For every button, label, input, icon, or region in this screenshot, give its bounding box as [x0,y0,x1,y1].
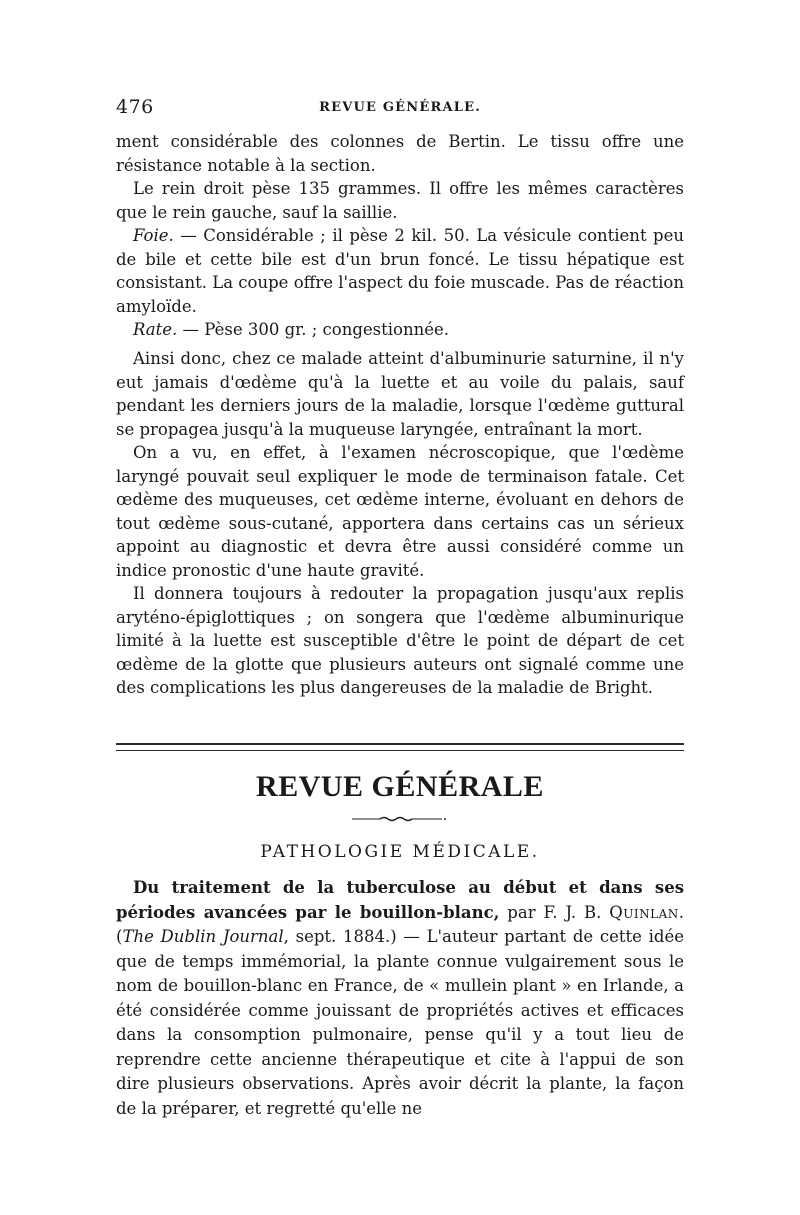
spleen-label: Rate. [133,320,178,339]
spleen-text: — Pèse 300 gr. ; congestionnée. [177,320,450,339]
liver-label: Foie. [133,226,174,245]
paragraph: On a vu, en effet, à l'examen nécroscopique, que l'œdème laryngé pouvait seul expliquer le mode de terminaison fatale. Cet œdème des muqueuses, cet œdème interne, évoluant en dehors de tout œdème sous-cutané, apportera dans certains cas un sérieux appoint au diagnostic et devra être aussi considéré comme un indice pronostic d'une haute gravité. [116,443,684,580]
section-divider [116,743,684,751]
subsection-title: PATHOLOGIE MÉDICALE. [260,842,540,862]
paragraph-liver [116,224,684,318]
paragraph: Ainsi donc, chez ce malade atteint d'albuminurie saturnine, il n'y eut jamais d'œdème qu'à la luette et au voile du palais, sauf pendant les derniers jours de la maladie, lorsque l'œdème guttural se propagea jusqu'à la muqueuse laryngée, entraînant la mort. [116,349,684,439]
liver-text: — Considérable ; il pèse 2 kil. 50. La vésicule contient peu de bile et cette bile est d'un brun foncé. Le tissu hépatique est consistant. La coupe offre l'aspect du foie muscade. Pas de réaction amyloïde. [116,226,684,316]
paragraph: Il donnera toujours à redouter la propagation jusqu'aux replis aryténo-épiglottiques ; on songera que l'œdème albuminurique limité à la luette est susceptible d'être le point de départ de cet œdème de la glotte que plusieurs auteurs ont signalé comme une des complications les plus dangereuses de la maladie de Bright. [116,584,684,697]
article-by: par F. J. B. [499,902,610,922]
page-number: 476 [116,96,154,118]
paragraph: ment considérable des colonnes de Bertin. Le tissu offre une résistance notable à la section. [116,132,684,175]
source-close: , sept. 1884.) [283,927,397,946]
source-open: . ( [116,902,685,946]
section-title: REVUE GÉNÉRALE [256,770,544,803]
conclusion-text [116,347,684,700]
journal-name: The Dublin Journal [122,927,284,946]
article-author: Quinlan [609,902,679,922]
article-entry [116,876,684,1121]
article-text: — L'auteur partant de cette idée que de temps immémorial, la plante connue vulgairement sous le nom de bouillon-blanc en France, de « mullein plant » en Irlande, a été considérée comme jouissant de propriétés actives et efficaces dans la consomption pulmonaire, pense qu'il y a tout lieu de reprendre cette ancienne thérapeutique et cite à l'appui de son dire plusieurs observations. Après avoir décrit la plante, la façon de la préparer, et regretté qu'elle ne [116,927,684,1118]
article-title: Du traitement de la tuberculose au début et dans ses périodes avancées par le bouillon-blanc, [116,878,684,922]
paragraph-spleen [116,318,684,342]
paragraph: Le rein droit pèse 135 grammes. Il offre les mêmes caractères que le rein gauche, sauf la saillie. [116,179,684,222]
ornament-flourish [350,815,450,823]
autopsy-findings [116,130,684,342]
page-header [116,96,684,120]
running-head: REVUE GÉNÉRALE. [319,100,481,115]
